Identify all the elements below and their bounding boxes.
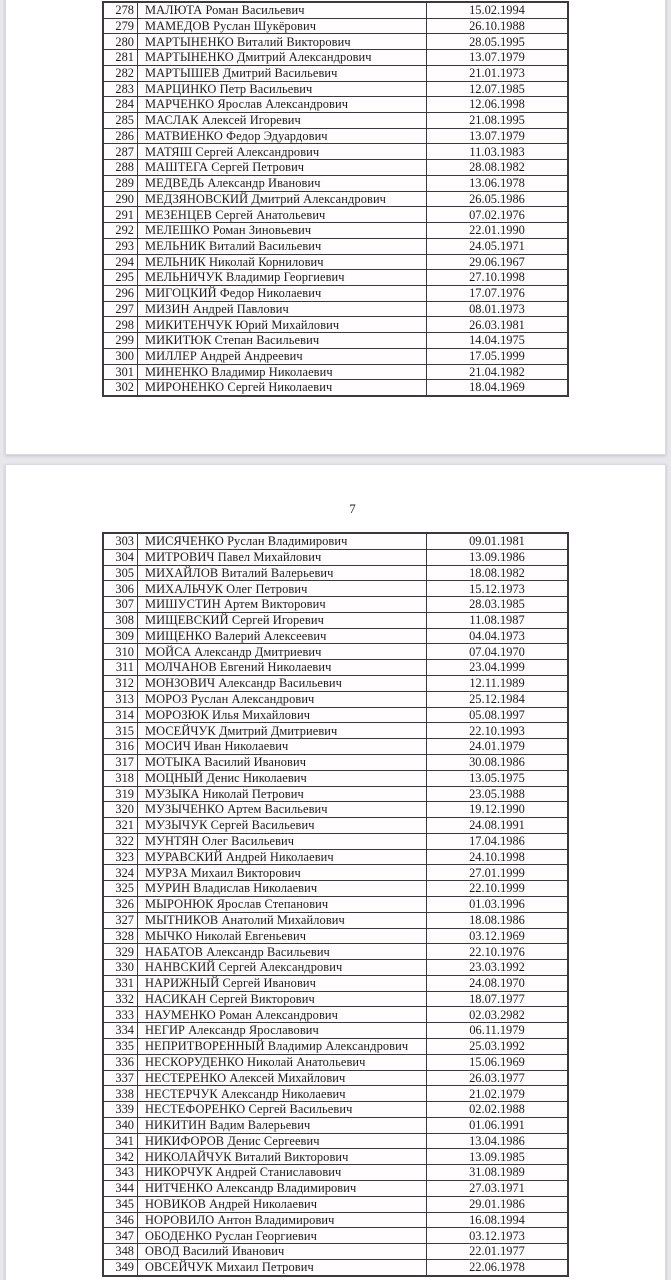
row-number-cell: 288 — [104, 160, 137, 175]
name-cell: МУЗЫЧЕНКО Артем Васильевич — [138, 802, 426, 817]
row-number-cell: 280 — [104, 34, 137, 49]
dob-cell: 11.08.1987 — [427, 613, 567, 628]
row-number-cell: 332 — [104, 992, 137, 1007]
name-cell: ОБОДЕНКО Руслан Георгиевич — [138, 1228, 426, 1243]
name-cell: МИЩЕВСКИЙ Сергей Игоревич — [138, 613, 426, 628]
dob-cell: 13.04.1986 — [427, 1134, 567, 1149]
dob-cell: 18.08.1982 — [427, 566, 567, 581]
name-cell: МЕЗЕНЦЕВ Сергей Анатольевич — [138, 207, 426, 222]
table-row — [104, 34, 567, 49]
row-number-cell: 318 — [104, 771, 137, 786]
page-number: 7 — [349, 501, 356, 516]
table-row — [104, 644, 567, 659]
personnel-table-page-7 — [102, 532, 569, 1277]
table-row — [104, 113, 567, 128]
dob-cell: 07.02.1976 — [427, 207, 567, 222]
name-cell: МАСЛАК Алексей Игоревич — [138, 113, 426, 128]
row-number-cell: 343 — [104, 1165, 137, 1180]
name-cell: МЕДВЕДЬ Александр Иванович — [138, 176, 426, 191]
name-cell: МОЦНЫЙ Денис Николаевич — [138, 771, 426, 786]
table-row — [104, 223, 567, 238]
name-cell: НИКОРЧУК Андрей Станиславович — [138, 1165, 426, 1180]
table-row — [104, 365, 567, 380]
row-number-cell: 291 — [104, 207, 137, 222]
row-number-cell: 324 — [104, 865, 137, 880]
dob-cell: 13.07.1979 — [427, 129, 567, 144]
dob-cell: 18.04.1969 — [427, 380, 567, 395]
row-number-cell: 307 — [104, 597, 137, 612]
table-row — [104, 929, 567, 944]
dob-cell: 13.09.1985 — [427, 1149, 567, 1164]
name-cell: МЫЧКО Николай Евгеньевич — [138, 929, 426, 944]
dob-cell: 06.11.1979 — [427, 1023, 567, 1038]
name-cell: НЕСТЕРЧУК Александр Николаевич — [138, 1086, 426, 1101]
dob-cell: 27.03.1971 — [427, 1181, 567, 1196]
name-cell: МИХАЛЬЧУК Олег Петрович — [138, 581, 426, 596]
table-row — [104, 1260, 567, 1275]
name-cell: НАУМЕНКО Роман Александрович — [138, 1007, 426, 1022]
name-cell: МИЗИН Андрей Павлович — [138, 302, 426, 317]
dob-cell: 26.03.1981 — [427, 317, 567, 332]
name-cell: МОТЫКА Василий Иванович — [138, 755, 426, 770]
table-row — [104, 834, 567, 849]
name-cell: НАРИЖНЫЙ Сергей Иванович — [138, 976, 426, 991]
table-row — [104, 1244, 567, 1259]
table-row — [104, 1102, 567, 1117]
row-number-cell: 334 — [104, 1023, 137, 1038]
name-cell: МАРТЫНЕНКО Дмитрий Александрович — [138, 50, 426, 65]
name-cell: МУНТЯН Олег Васильевич — [138, 834, 426, 849]
dob-cell: 12.07.1985 — [427, 82, 567, 97]
dob-cell: 04.04.1973 — [427, 629, 567, 644]
table-row — [104, 82, 567, 97]
table-row — [104, 597, 567, 612]
dob-cell: 29.06.1967 — [427, 255, 567, 270]
name-cell: МУРАВСКИЙ Андрей Николаевич — [138, 850, 426, 865]
row-number-cell: 325 — [104, 881, 137, 896]
name-cell: МУЗЫЧУК Сергей Васильевич — [138, 818, 426, 833]
dob-cell: 26.05.1986 — [427, 192, 567, 207]
name-cell: МИТРОВИЧ Павел Михайлович — [138, 550, 426, 565]
name-cell: МОРОЗ Руслан Александрович — [138, 692, 426, 707]
dob-cell: 22.01.1990 — [427, 223, 567, 238]
table-row — [104, 349, 567, 364]
dob-cell: 15.06.1969 — [427, 1055, 567, 1070]
name-cell: МАТВИЕНКО Федор Эдуардович — [138, 129, 426, 144]
dob-cell: 14.04.1975 — [427, 333, 567, 348]
row-number-cell: 347 — [104, 1228, 137, 1243]
name-cell: МИЛЛЕР Андрей Андреевич — [138, 349, 426, 364]
row-number-cell: 293 — [104, 239, 137, 254]
table-row — [104, 581, 567, 596]
row-number-cell: 328 — [104, 929, 137, 944]
dob-cell: 13.09.1986 — [427, 550, 567, 565]
table-row — [104, 1165, 567, 1180]
row-number-cell: 279 — [104, 19, 137, 34]
table-row — [104, 144, 567, 159]
name-cell: НОРОВИЛО Антон Владимирович — [138, 1213, 426, 1228]
row-number-cell: 300 — [104, 349, 137, 364]
dob-cell: 24.08.1991 — [427, 818, 567, 833]
row-number-cell: 326 — [104, 897, 137, 912]
table-row — [104, 1118, 567, 1133]
table-row — [104, 755, 567, 770]
row-number-cell: 298 — [104, 317, 137, 332]
dob-cell: 17.04.1986 — [427, 834, 567, 849]
table-row — [104, 1134, 567, 1149]
name-cell: МИНЕНКО Владимир Николаевич — [138, 365, 426, 380]
dob-cell: 29.01.1986 — [427, 1197, 567, 1212]
dob-cell: 25.03.1992 — [427, 1039, 567, 1054]
name-cell: МОЛЧАНОВ Евгений Николаевич — [138, 660, 426, 675]
document-page-6 — [5, 0, 666, 455]
name-cell: МОСИЧ Иван Николаевич — [138, 739, 426, 754]
table-row — [104, 976, 567, 991]
name-cell: МАТЯШ Сергей Александрович — [138, 144, 426, 159]
table-row — [104, 333, 567, 348]
row-number-cell: 330 — [104, 960, 137, 975]
dob-cell: 07.04.1970 — [427, 644, 567, 659]
row-number-cell: 285 — [104, 113, 137, 128]
table-row — [104, 176, 567, 191]
table-row — [104, 255, 567, 270]
row-number-cell: 336 — [104, 1055, 137, 1070]
table-row — [104, 1197, 567, 1212]
dob-cell: 19.12.1990 — [427, 802, 567, 817]
table-row — [104, 1149, 567, 1164]
name-cell: НАНВСКИЙ Сергей Александрович — [138, 960, 426, 975]
dob-cell: 22.10.1999 — [427, 881, 567, 896]
row-number-cell: 337 — [104, 1071, 137, 1086]
table-row — [104, 317, 567, 332]
table-row — [104, 771, 567, 786]
table-row — [104, 66, 567, 81]
row-number-cell: 283 — [104, 82, 137, 97]
table-row — [104, 960, 567, 975]
row-number-cell: 341 — [104, 1134, 137, 1149]
table-row — [104, 50, 567, 65]
name-cell: НАСИКАН Сергей Викторович — [138, 992, 426, 1007]
table-row — [104, 913, 567, 928]
dob-cell: 15.02.1994 — [427, 3, 567, 18]
name-cell: МАМЕДОВ Руслан Шукёрович — [138, 19, 426, 34]
table-row — [104, 818, 567, 833]
row-number-cell: 311 — [104, 660, 137, 675]
table-row — [104, 708, 567, 723]
row-number-cell: 284 — [104, 97, 137, 112]
name-cell: МАРТЫНЕНКО Виталий Викторович — [138, 34, 426, 49]
name-cell: НИТЧЕНКО Александр Владимирович — [138, 1181, 426, 1196]
dob-cell: 05.08.1997 — [427, 708, 567, 723]
row-number-cell: 315 — [104, 723, 137, 738]
dob-cell: 18.07.1977 — [427, 992, 567, 1007]
dob-cell: 13.07.1979 — [427, 50, 567, 65]
row-number-cell: 339 — [104, 1102, 137, 1117]
row-number-cell: 294 — [104, 255, 137, 270]
name-cell: НИКОЛАЙЧУК Виталий Викторович — [138, 1149, 426, 1164]
name-cell: МЕЛЬНИЧУК Владимир Георгиевич — [138, 270, 426, 285]
table-row — [104, 207, 567, 222]
table-row — [104, 302, 567, 317]
dob-cell: 22.06.1978 — [427, 1260, 567, 1275]
table-row — [104, 613, 567, 628]
row-number-cell: 292 — [104, 223, 137, 238]
row-number-cell: 286 — [104, 129, 137, 144]
row-number-cell: 303 — [104, 534, 137, 549]
dob-cell: 28.03.1985 — [427, 597, 567, 612]
table-row — [104, 192, 567, 207]
row-number-cell: 296 — [104, 286, 137, 301]
name-cell: НЕСТЕРЕНКО Алексей Михайлович — [138, 1071, 426, 1086]
dob-cell: 22.10.1993 — [427, 723, 567, 738]
table-row — [104, 286, 567, 301]
row-number-cell: 290 — [104, 192, 137, 207]
name-cell: МИКИТЕНЧУК Юрий Михайлович — [138, 317, 426, 332]
dob-cell: 13.05.1975 — [427, 771, 567, 786]
table-row — [104, 944, 567, 959]
name-cell: МОСЕЙЧУК Дмитрий Дмитриевич — [138, 723, 426, 738]
table-row — [104, 629, 567, 644]
name-cell: МОНЗОВИЧ Александр Васильевич — [138, 676, 426, 691]
dob-cell: 25.12.1984 — [427, 692, 567, 707]
row-number-cell: 308 — [104, 613, 137, 628]
name-cell: МЕЛЕШКО Роман Зиновьевич — [138, 223, 426, 238]
dob-cell: 24.10.1998 — [427, 850, 567, 865]
dob-cell: 21.04.1982 — [427, 365, 567, 380]
table-row — [104, 865, 567, 880]
dob-cell: 17.07.1976 — [427, 286, 567, 301]
row-number-cell: 335 — [104, 1039, 137, 1054]
dob-cell: 22.01.1977 — [427, 1244, 567, 1259]
dob-cell: 02.02.1988 — [427, 1102, 567, 1117]
table-row — [104, 97, 567, 112]
row-number-cell: 302 — [104, 380, 137, 395]
table-row — [104, 660, 567, 675]
row-number-cell: 281 — [104, 50, 137, 65]
name-cell: МАРЧЕНКО Ярослав Александрович — [138, 97, 426, 112]
dob-cell: 24.01.1979 — [427, 739, 567, 754]
name-cell: МАШТЕГА Сергей Петрович — [138, 160, 426, 175]
dob-cell: 30.08.1986 — [427, 755, 567, 770]
dob-cell: 23.03.1992 — [427, 960, 567, 975]
dob-cell: 21.08.1995 — [427, 113, 567, 128]
table-row — [104, 1213, 567, 1228]
table-row — [104, 1023, 567, 1038]
dob-cell: 11.03.1983 — [427, 144, 567, 159]
row-number-cell: 299 — [104, 333, 137, 348]
table-row — [104, 3, 567, 18]
dob-cell: 27.10.1998 — [427, 270, 567, 285]
table-row — [104, 19, 567, 34]
table-row — [104, 723, 567, 738]
table-row — [104, 1071, 567, 1086]
dob-cell: 26.03.1977 — [427, 1071, 567, 1086]
name-cell: НИКИТИН Вадим Валерьевич — [138, 1118, 426, 1133]
row-number-cell: 349 — [104, 1260, 137, 1275]
name-cell: МУРИН Владислав Николаевич — [138, 881, 426, 896]
dob-cell: 23.04.1999 — [427, 660, 567, 675]
table-row — [104, 160, 567, 175]
row-number-cell: 282 — [104, 66, 137, 81]
table-row — [104, 380, 567, 395]
table-row — [104, 676, 567, 691]
name-cell: МЕЛЬНИК Виталий Васильевич — [138, 239, 426, 254]
table-row — [104, 787, 567, 802]
table-row — [104, 850, 567, 865]
row-number-cell: 320 — [104, 802, 137, 817]
name-cell: МИЩЕНКО Валерий Алексеевич — [138, 629, 426, 644]
name-cell: НЕПРИТВОРЕННЫЙ Владимир Александрович — [138, 1039, 426, 1054]
row-number-cell: 316 — [104, 739, 137, 754]
row-number-cell: 295 — [104, 270, 137, 285]
name-cell: МИШУСТИН Артем Викторович — [138, 597, 426, 612]
row-number-cell: 301 — [104, 365, 137, 380]
dob-cell: 26.10.1988 — [427, 19, 567, 34]
row-number-cell: 319 — [104, 787, 137, 802]
name-cell: ОВОД Василий Иванович — [138, 1244, 426, 1259]
row-number-cell: 309 — [104, 629, 137, 644]
table-row — [104, 881, 567, 896]
row-number-cell: 348 — [104, 1244, 137, 1259]
name-cell: МЫТНИКОВ Анатолий Михайлович — [138, 913, 426, 928]
name-cell: МЕЛЬНИК Николай Корнилович — [138, 255, 426, 270]
dob-cell: 22.10.1976 — [427, 944, 567, 959]
name-cell: МИРОНЕНКО Сергей Николаевич — [138, 380, 426, 395]
name-cell: ОВСЕЙЧУК Михаил Петрович — [138, 1260, 426, 1275]
name-cell: НИКИФОРОВ Денис Сергеевич — [138, 1134, 426, 1149]
row-number-cell: 306 — [104, 581, 137, 596]
table-row — [104, 1228, 567, 1243]
row-number-cell: 314 — [104, 708, 137, 723]
dob-cell: 18.08.1986 — [427, 913, 567, 928]
table-row — [104, 992, 567, 1007]
dob-cell: 13.06.1978 — [427, 176, 567, 191]
name-cell: НЕСКОРУДЕНКО Николай Анатольевич — [138, 1055, 426, 1070]
name-cell: МЕДЗЯНОВСКИЙ Дмитрий Александрович — [138, 192, 426, 207]
dob-cell: 24.05.1971 — [427, 239, 567, 254]
table-row — [104, 1181, 567, 1196]
name-cell: МУЗЫКА Николай Петрович — [138, 787, 426, 802]
name-cell: НОВИКОВ Андрей Николаевич — [138, 1197, 426, 1212]
name-cell: НАБАТОВ Александр Васильевич — [138, 944, 426, 959]
row-number-cell: 321 — [104, 818, 137, 833]
name-cell: МОРОЗЮК Илья Михайлович — [138, 708, 426, 723]
row-number-cell: 304 — [104, 550, 137, 565]
row-number-cell: 317 — [104, 755, 137, 770]
row-number-cell: 322 — [104, 834, 137, 849]
row-number-cell: 287 — [104, 144, 137, 159]
row-number-cell: 344 — [104, 1181, 137, 1196]
row-number-cell: 331 — [104, 976, 137, 991]
row-number-cell: 305 — [104, 566, 137, 581]
table-row — [104, 1039, 567, 1054]
name-cell: МУРЗА Михаил Викторович — [138, 865, 426, 880]
row-number-cell: 310 — [104, 644, 137, 659]
name-cell: МИКИТЮК Степан Васильевич — [138, 333, 426, 348]
row-number-cell: 313 — [104, 692, 137, 707]
row-number-cell: 327 — [104, 913, 137, 928]
row-number-cell: 342 — [104, 1149, 137, 1164]
name-cell: МЫРОНЮК Ярослав Степанович — [138, 897, 426, 912]
row-number-cell: 289 — [104, 176, 137, 191]
row-number-cell: 297 — [104, 302, 137, 317]
dob-cell: 27.01.1999 — [427, 865, 567, 880]
row-number-cell: 340 — [104, 1118, 137, 1133]
table-row — [104, 534, 567, 549]
name-cell: НЕСТЕФОРЕНКО Сергей Васильевич — [138, 1102, 426, 1117]
document-page-7 — [5, 464, 666, 1280]
dob-cell: 09.01.1981 — [427, 534, 567, 549]
name-cell: НЕГИР Александр Ярославович — [138, 1023, 426, 1038]
table-row — [104, 270, 567, 285]
dob-cell: 01.06.1991 — [427, 1118, 567, 1133]
name-cell: МАРТЫШЕВ Дмитрий Васильевич — [138, 66, 426, 81]
dob-cell: 08.01.1973 — [427, 302, 567, 317]
name-cell: МИХАЙЛОВ Виталий Валерьевич — [138, 566, 426, 581]
row-number-cell: 312 — [104, 676, 137, 691]
dob-cell: 03.12.1969 — [427, 929, 567, 944]
table-row — [104, 1055, 567, 1070]
table-row — [104, 1086, 567, 1101]
name-cell: МАЛЮТА Роман Васильевич — [138, 3, 426, 18]
dob-cell: 28.05.1995 — [427, 34, 567, 49]
dob-cell: 12.06.1998 — [427, 97, 567, 112]
row-number-cell: 323 — [104, 850, 137, 865]
dob-cell: 31.08.1989 — [427, 1165, 567, 1180]
table-row — [104, 129, 567, 144]
row-number-cell: 333 — [104, 1007, 137, 1022]
dob-cell: 16.08.1994 — [427, 1213, 567, 1228]
dob-cell: 03.12.1973 — [427, 1228, 567, 1243]
row-number-cell: 346 — [104, 1213, 137, 1228]
row-number-cell: 329 — [104, 944, 137, 959]
dob-cell: 21.02.1979 — [427, 1086, 567, 1101]
table-row — [104, 692, 567, 707]
table-row — [104, 802, 567, 817]
table-row — [104, 739, 567, 754]
name-cell: МАРЦИНКО Петр Васильевич — [138, 82, 426, 97]
dob-cell: 17.05.1999 — [427, 349, 567, 364]
personnel-table-page-6 — [102, 1, 569, 397]
table-row — [104, 550, 567, 565]
dob-cell: 15.12.1973 — [427, 581, 567, 596]
dob-cell: 12.11.1989 — [427, 676, 567, 691]
table-row — [104, 566, 567, 581]
dob-cell: 01.03.1996 — [427, 897, 567, 912]
dob-cell: 24.08.1970 — [427, 976, 567, 991]
row-number-cell: 338 — [104, 1086, 137, 1101]
row-number-cell: 345 — [104, 1197, 137, 1212]
row-number-cell: 278 — [104, 3, 137, 18]
table-row — [104, 1007, 567, 1022]
name-cell: МИСЯЧЕНКО Руслан Владимирович — [138, 534, 426, 549]
name-cell: МОЙСА Александр Дмитриевич — [138, 644, 426, 659]
table-row — [104, 897, 567, 912]
dob-cell: 28.08.1982 — [427, 160, 567, 175]
dob-cell: 21.01.1973 — [427, 66, 567, 81]
dob-cell: 23.05.1988 — [427, 787, 567, 802]
dob-cell: 02.03.2982 — [427, 1007, 567, 1022]
table-row — [104, 239, 567, 254]
name-cell: МИГОЦКИЙ Федор Николаевич — [138, 286, 426, 301]
